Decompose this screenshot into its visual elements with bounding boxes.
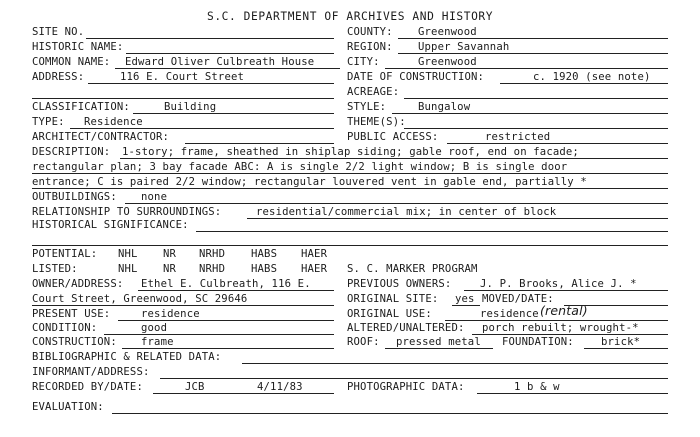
present-use-line xyxy=(118,320,334,321)
description-rule-2 xyxy=(32,173,668,174)
owner-address-rule-2 xyxy=(32,305,334,306)
roof-line xyxy=(385,348,493,349)
type-label: TYPE: xyxy=(32,116,65,128)
description-line-2: rectangular plan; 3 bay facade ABC: A is single 2/2 light window; B is single door xyxy=(32,161,568,173)
original-site-line xyxy=(452,305,480,306)
outbuildings-value: none xyxy=(141,191,168,203)
recorded-date-value: 4/11/83 xyxy=(257,381,303,393)
listed-label: LISTED: xyxy=(32,263,78,275)
bibliographic-label: BIBLIOGRAPHIC & RELATED DATA: xyxy=(32,351,222,363)
roof-value: pressed metal xyxy=(396,336,481,348)
sc-marker-label: S. C. MARKER PROGRAM xyxy=(347,263,478,275)
potential-haer: HAER xyxy=(301,248,328,260)
public-access-value: restricted xyxy=(485,131,551,143)
date-construction-value: c. 1920 (see note) xyxy=(533,71,651,83)
present-use-value: residence xyxy=(141,308,200,320)
historical-significance-line xyxy=(196,231,668,232)
construction-label: CONSTRUCTION: xyxy=(32,336,117,348)
relationship-line xyxy=(247,218,668,219)
present-use-label: PRESENT USE: xyxy=(32,308,111,320)
region-line xyxy=(398,53,668,54)
original-use-label: ORIGINAL USE: xyxy=(347,308,432,320)
recorded-by-value: JCB xyxy=(185,381,205,393)
condition-label: CONDITION: xyxy=(32,322,98,334)
acreage-label: ACREAGE: xyxy=(347,86,400,98)
public-access-label: PUBLIC ACCESS: xyxy=(347,131,439,143)
recorded-by-line xyxy=(153,393,334,394)
photographic-value: 1 b & w xyxy=(514,381,560,393)
style-value: Bungalow xyxy=(418,101,471,113)
foundation-value: brick* xyxy=(601,336,641,348)
common-name-line xyxy=(115,68,340,69)
potential-nhl: NHL xyxy=(118,248,138,260)
outbuildings-label: OUTBUILDINGS: xyxy=(32,191,117,203)
city-line xyxy=(385,68,668,69)
listed-nhl: NHL xyxy=(118,263,138,275)
description-rule-1 xyxy=(120,158,668,159)
relationship-value: residential/commercial mix; in center of block xyxy=(256,206,557,218)
public-access-line xyxy=(447,143,668,144)
moved-date-label: MOVED/DATE: xyxy=(482,293,554,305)
owner-address-line-1: Ethel E. Culbreath, 116 E. xyxy=(141,278,311,290)
owner-address-rule-1 xyxy=(138,290,334,291)
historic-name-line xyxy=(126,53,334,54)
photographic-label: PHOTOGRAPHIC DATA: xyxy=(347,381,465,393)
description-label: DESCRIPTION: xyxy=(32,146,111,158)
construction-value: frame xyxy=(141,336,174,348)
evaluation-line xyxy=(112,413,668,414)
altered-label: ALTERED/UNALTERED: xyxy=(347,322,465,334)
evaluation-label: EVALUATION: xyxy=(32,401,104,413)
potential-habs: HABS xyxy=(251,248,278,260)
outbuildings-line xyxy=(125,203,668,204)
informant-line xyxy=(160,378,668,379)
description-line-1: 1-story; frame, sheathed in shiplap siding; gable roof, end on facade; xyxy=(122,146,579,158)
address-value: 116 E. Court Street xyxy=(120,71,245,83)
potential-nr: NR xyxy=(163,248,177,260)
type-line xyxy=(70,128,334,129)
listed-nrhd: NRHD xyxy=(199,263,226,275)
previous-owners-value: J. P. Brooks, Alice J. * xyxy=(480,278,637,290)
listed-haer: HAER xyxy=(301,263,328,275)
bibliographic-line xyxy=(242,363,668,364)
original-site-value: yes xyxy=(455,293,475,305)
owner-address-label: OWNER/ADDRESS: xyxy=(32,278,124,290)
altered-line xyxy=(472,334,668,335)
common-name-label: COMMON NAME: xyxy=(32,56,111,68)
original-use-value: residence xyxy=(480,308,539,320)
owner-address-line-2: Court Street, Greenwood, SC 29646 xyxy=(32,293,248,305)
previous-owners-line xyxy=(464,290,668,291)
site-no-label: SITE NO. xyxy=(32,26,85,38)
common-name-value: Edward Oliver Culbreath House xyxy=(125,56,315,68)
classification-value: Building xyxy=(164,101,217,113)
style-line xyxy=(392,113,668,114)
county-line xyxy=(398,38,668,39)
construction-line xyxy=(122,348,334,349)
historic-name-label: HISTORIC NAME: xyxy=(32,41,124,53)
acreage-line xyxy=(404,98,668,99)
theme-line xyxy=(404,128,668,129)
roof-label: ROOF: xyxy=(347,336,380,348)
region-label: REGION: xyxy=(347,41,393,53)
foundation-line xyxy=(584,348,668,349)
section-divider xyxy=(32,98,334,99)
historical-significance-rule xyxy=(32,245,668,246)
photographic-line xyxy=(477,393,668,394)
listed-nr: NR xyxy=(163,263,177,275)
altered-value: porch rebuilt; wrought-* xyxy=(482,322,639,334)
potential-label: POTENTIAL: xyxy=(32,248,98,260)
potential-nrhd: NRHD xyxy=(199,248,226,260)
description-line-3: entrance; C is paired 2/2 window; rectangular louvered vent in gable end, partially * xyxy=(32,176,587,188)
original-use-line xyxy=(445,320,668,321)
region-value: Upper Savannah xyxy=(418,41,510,53)
theme-label: THEME(S): xyxy=(347,116,406,128)
county-label: COUNTY: xyxy=(347,26,393,38)
informant-label: INFORMANT/ADDRESS: xyxy=(32,366,150,378)
classification-line xyxy=(133,113,334,114)
site-no-line xyxy=(86,38,334,39)
foundation-label: FOUNDATION: xyxy=(502,336,574,348)
city-label: CITY: xyxy=(347,56,380,68)
condition-line xyxy=(104,334,334,335)
listed-habs: HABS xyxy=(251,263,278,275)
address-line xyxy=(88,83,334,84)
city-value: Greenwood xyxy=(418,56,477,68)
classification-label: CLASSIFICATION: xyxy=(32,101,130,113)
recorded-by-label: RECORDED BY/DATE: xyxy=(32,381,143,393)
previous-owners-label: PREVIOUS OWNERS: xyxy=(347,278,452,290)
address-label: ADDRESS: xyxy=(32,71,85,83)
condition-value: good xyxy=(141,322,168,334)
form-title: S.C. DEPARTMENT OF ARCHIVES AND HISTORY xyxy=(207,10,494,23)
architect-label: ARCHITECT/CONTRACTOR: xyxy=(32,131,170,143)
county-value: Greenwood xyxy=(418,26,477,38)
original-site-label: ORIGINAL SITE: xyxy=(347,293,439,305)
type-value: Residence xyxy=(84,116,143,128)
original-use-handwritten: (rental) xyxy=(540,303,588,318)
relationship-label: RELATIONSHIP TO SURROUNDINGS: xyxy=(32,206,222,218)
date-construction-label: DATE OF CONSTRUCTION: xyxy=(347,71,485,83)
description-rule-3 xyxy=(32,188,668,189)
date-construction-line xyxy=(500,83,668,84)
historical-significance-label: HISTORICAL SIGNIFICANCE: xyxy=(32,219,189,231)
architect-line xyxy=(185,143,334,144)
style-label: STYLE: xyxy=(347,101,387,113)
